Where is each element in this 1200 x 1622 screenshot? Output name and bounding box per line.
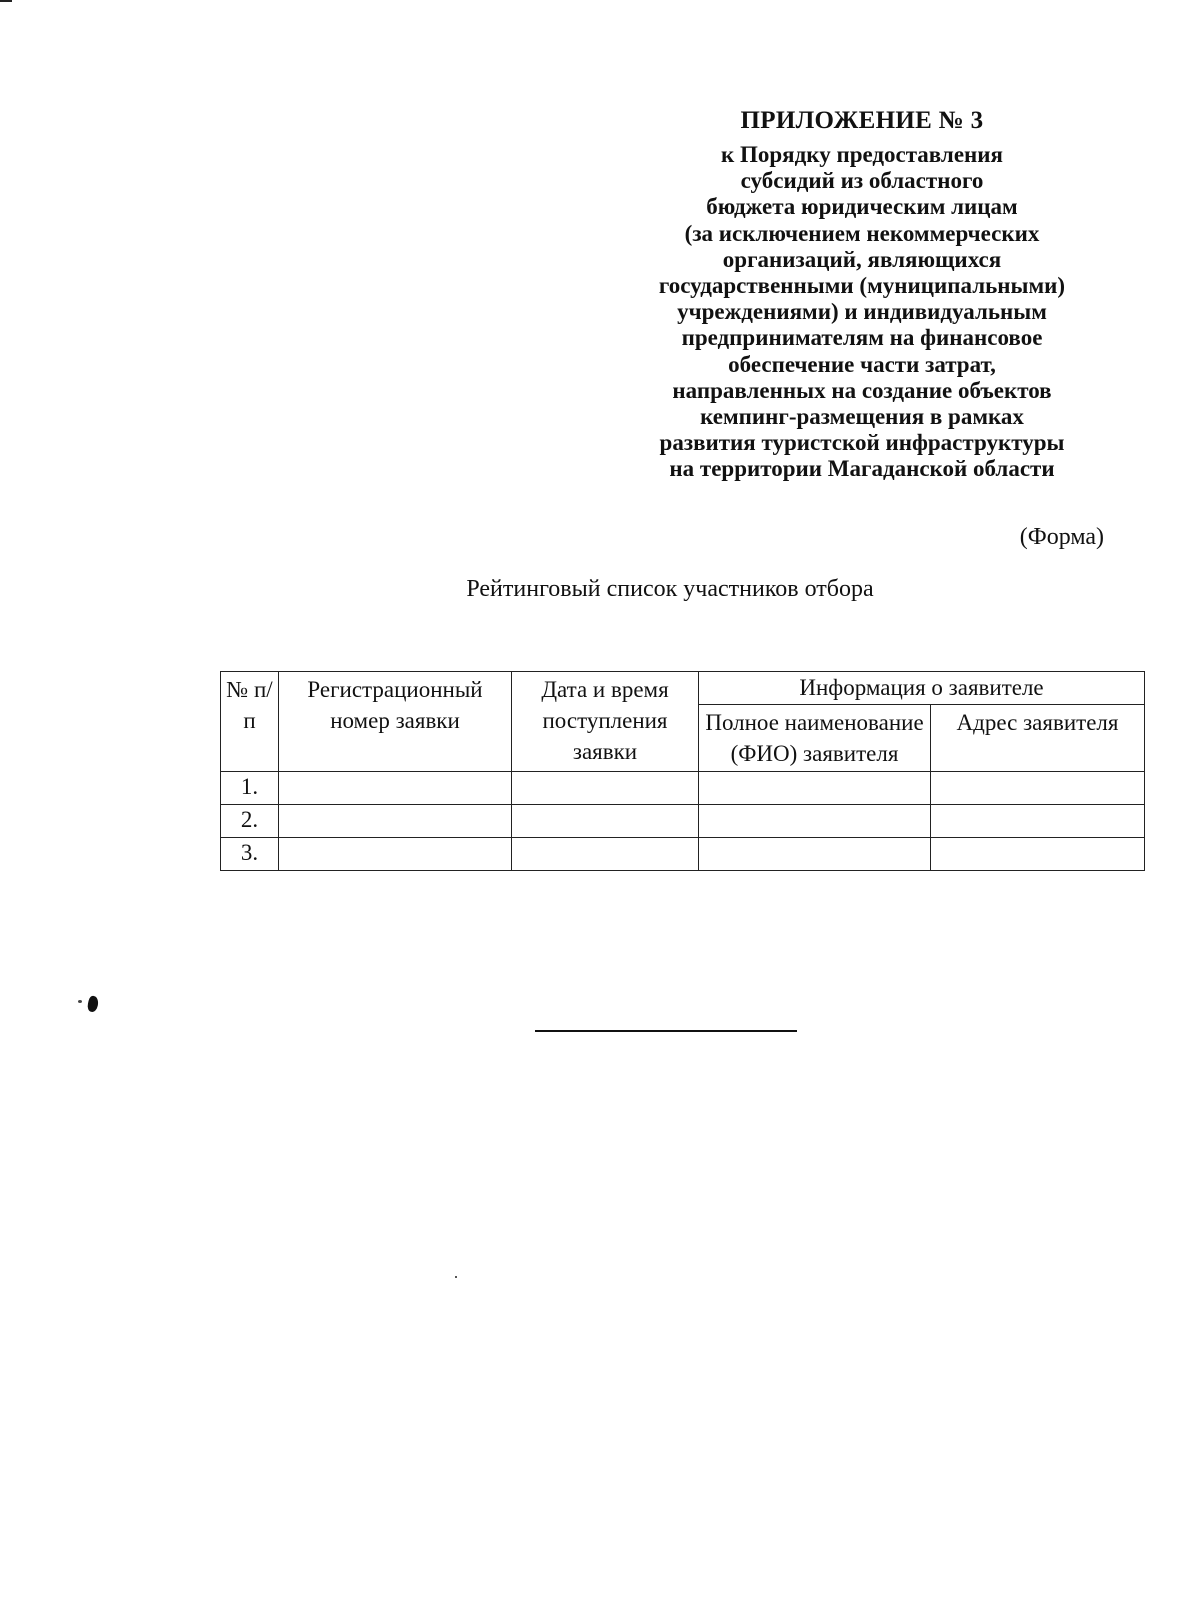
cell-datetime <box>512 805 699 838</box>
end-divider <box>535 1030 797 1032</box>
appendix-line: обеспечение части затрат, <box>728 351 996 377</box>
table-row <box>221 772 1145 805</box>
appendix-line: учреждениями) и индивидуальным <box>677 299 1047 325</box>
form-label: (Форма) <box>1019 524 1104 550</box>
appendix-line: организаций, являющихся <box>722 246 1002 272</box>
row-number: 3. <box>221 838 279 871</box>
appendix-line: направленных на создание объектов <box>672 377 1052 403</box>
cell-reg-number <box>279 838 512 871</box>
appendix-line: государственными (муниципальными) <box>658 273 1066 299</box>
appendix-line: бюджета юридическим лицам <box>706 194 1018 220</box>
appendix-line: развития туристской инфраструктуры <box>659 430 1065 456</box>
appendix-line: на территории Магаданской области <box>669 456 1055 482</box>
cell-datetime <box>512 838 699 871</box>
cell-full-name <box>699 805 931 838</box>
appendix-line: кемпинг-размещения в рамках <box>700 404 1024 430</box>
rating-table <box>220 671 1145 871</box>
scan-speck <box>78 1000 82 1003</box>
appendix-header <box>616 104 1108 483</box>
appendix-line: субсидий из областного <box>740 168 984 194</box>
header-full-name: Полное наименование (ФИО) заявителя <box>699 705 931 772</box>
header-number: № п/п <box>221 672 279 772</box>
cell-address <box>931 805 1145 838</box>
scan-corner-mark <box>0 0 12 2</box>
appendix-line: предпринимателям на финансовое <box>681 325 1043 351</box>
cell-address <box>931 772 1145 805</box>
header-datetime: Дата и время поступления заявки <box>512 672 699 772</box>
scan-speck <box>86 995 99 1013</box>
cell-reg-number <box>279 772 512 805</box>
cell-datetime <box>512 772 699 805</box>
list-title: Рейтинговый список участников отбора <box>466 576 874 602</box>
header-address: Адрес заявителя <box>931 705 1145 772</box>
appendix-line: к Порядку предоставления <box>721 142 1003 167</box>
cell-full-name <box>699 838 931 871</box>
table-row <box>221 838 1145 871</box>
header-applicant-info: Информация о заявителе <box>699 672 1145 705</box>
cell-address <box>931 838 1145 871</box>
cell-reg-number <box>279 805 512 838</box>
appendix-title: ПРИЛОЖЕНИЕ № 3 <box>740 107 984 134</box>
appendix-line: (за исключением некоммерческих <box>684 220 1040 246</box>
cell-full-name <box>699 772 931 805</box>
row-number: 1. <box>221 772 279 805</box>
table-row <box>221 805 1145 838</box>
row-number: 2. <box>221 805 279 838</box>
scan-dot <box>455 1276 457 1278</box>
header-reg-number: Регистрационный номер заявки <box>279 672 512 772</box>
